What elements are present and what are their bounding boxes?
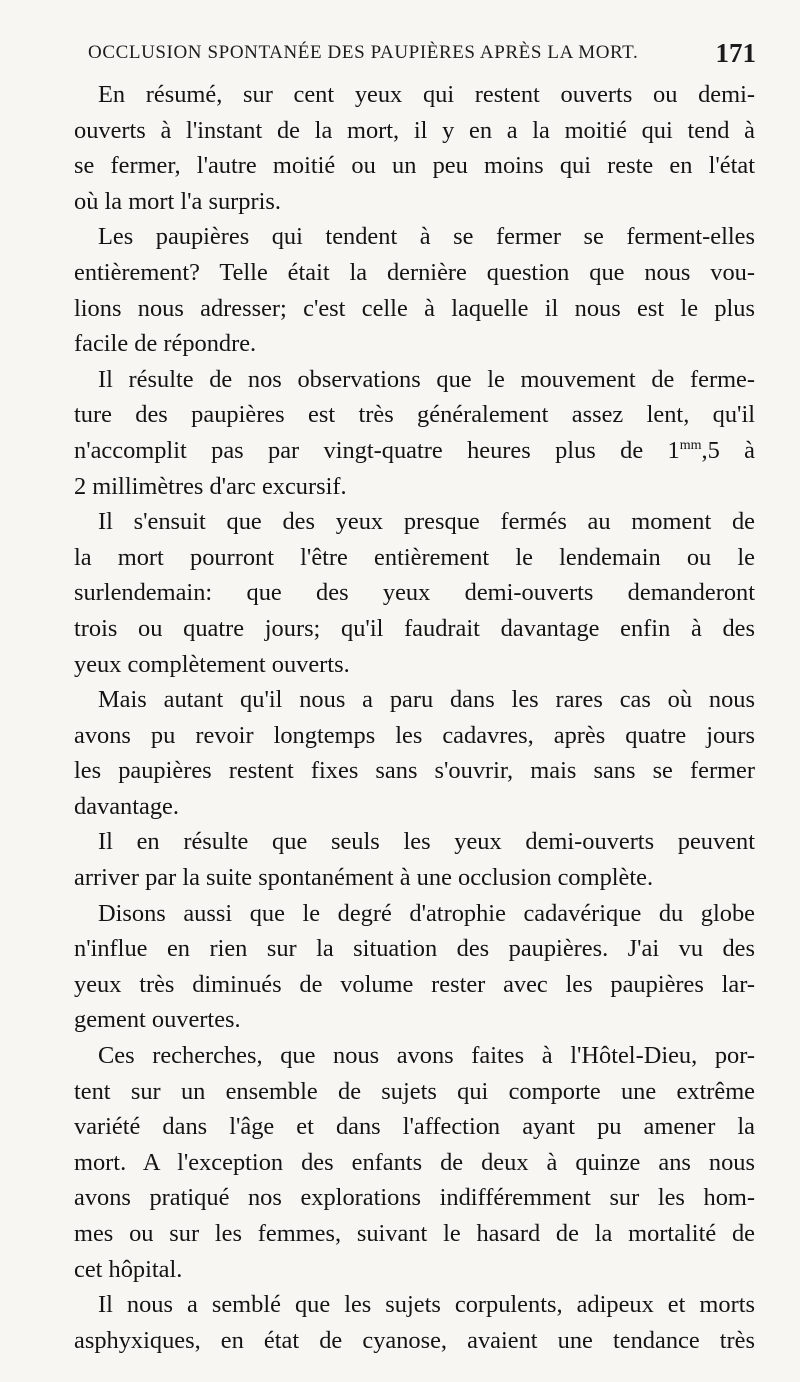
text-line: Il en résulte que seuls les yeux demi-ouverts peuvent (98, 828, 755, 856)
text-line: Mais autant qu'il nous a paru dans les rares cas où nous (98, 686, 755, 714)
paragraph (50, 504, 755, 682)
text-line: entièrement? Telle était la dernière question que nous vou- (74, 258, 755, 286)
text-line: facile de répondre. (74, 330, 257, 358)
text-line: En résumé, sur cent yeux qui restent ouverts ou demi- (98, 81, 755, 108)
paragraph (50, 77, 755, 219)
text-line: yeux très diminués de volume rester avec les paupières lar- (74, 970, 755, 998)
paragraph (50, 682, 755, 824)
text-line: yeux complètement ouverts. (74, 650, 350, 678)
paragraph (50, 1287, 755, 1358)
text-line: la mort pourront l'être entièrement le lendemain ou le (74, 543, 755, 571)
text-line: davantage. (74, 792, 179, 820)
page-header (88, 38, 756, 72)
text-line: cet hôpital. (74, 1255, 183, 1283)
paragraph (50, 1038, 755, 1287)
text-line: n'influe en rien sur la situation des paupières. J'ai vu des (74, 935, 755, 963)
paragraph (50, 362, 755, 504)
text-line: avons pu revoir longtemps les cadavres, après quatre jours (74, 721, 755, 749)
text-line: Ces recherches, que nous avons faites à l'Hôtel-Dieu, por- (98, 1042, 755, 1070)
text-line: 2 millimètres d'arc excursif. (74, 472, 347, 500)
text-line: tent sur un ensemble de sujets qui comporte une extrême (74, 1077, 755, 1105)
body-text (50, 77, 755, 1358)
paragraph (50, 824, 755, 895)
text-line: trois ou quatre jours; qu'il faudrait davantage enfin à des (74, 614, 755, 642)
text-line: mort. A l'exception des enfants de deux à quinze ans nous (74, 1148, 755, 1176)
text-line: où la mort l'a surpris. (74, 187, 281, 215)
text-line: mes ou sur les femmes, suivant le hasard de la mortalité de (74, 1220, 755, 1247)
text-line: arriver par la suite spontanément à une occlusion complète. (74, 864, 654, 892)
text-line: surlendemain: que des yeux demi-ouverts demanderont (74, 579, 755, 607)
text-line: avons pratiqué nos explorations indifféremment sur les hom- (74, 1184, 755, 1212)
text-line: lions nous adresser; c'est celle à laquelle il nous est le plus (74, 294, 755, 322)
text-line: gement ouvertes. (74, 1006, 241, 1034)
text-line: Il résulte de nos observations que le mouvement de ferme- (98, 365, 755, 393)
text-line: ouverts à l'instant de la mort, il y en a la moitié qui tend à (74, 116, 755, 144)
page-number: 171 (715, 38, 756, 68)
text-line: se fermer, l'autre moitié ou un peu moins qui reste en l'état (74, 152, 755, 180)
text-line: les paupières restent fixes sans s'ouvrir, mais sans se fermer (74, 757, 755, 785)
paragraph (50, 219, 755, 361)
text-line: asphyxiques, en état de cyanose, avaient une tendance très (74, 1326, 755, 1354)
text-line: Disons aussi que le degré d'atrophie cadavérique du globe (98, 899, 755, 927)
paragraph (50, 896, 755, 1038)
text-line: Il nous a semblé que les sujets corpulents, adipeux et morts (98, 1291, 755, 1319)
text-line: Les paupières qui tendent à se fermer se ferment-elles (98, 223, 755, 251)
text-line: ture des paupières est très généralement assez lent, qu'il (74, 401, 755, 429)
text-line: Il s'ensuit que des yeux presque fermés au moment de (98, 508, 755, 536)
text-line: n'accomplit pas par vingt-quatre heures plus de $1^{mm},5$ à (74, 436, 756, 464)
running-title: OCCLUSION SPONTANÉE DES PAUPIÈRES APRÈS LA MORT. (88, 42, 639, 63)
text-line: variété dans l'âge et dans l'affection ayant pu amener la (74, 1113, 755, 1141)
